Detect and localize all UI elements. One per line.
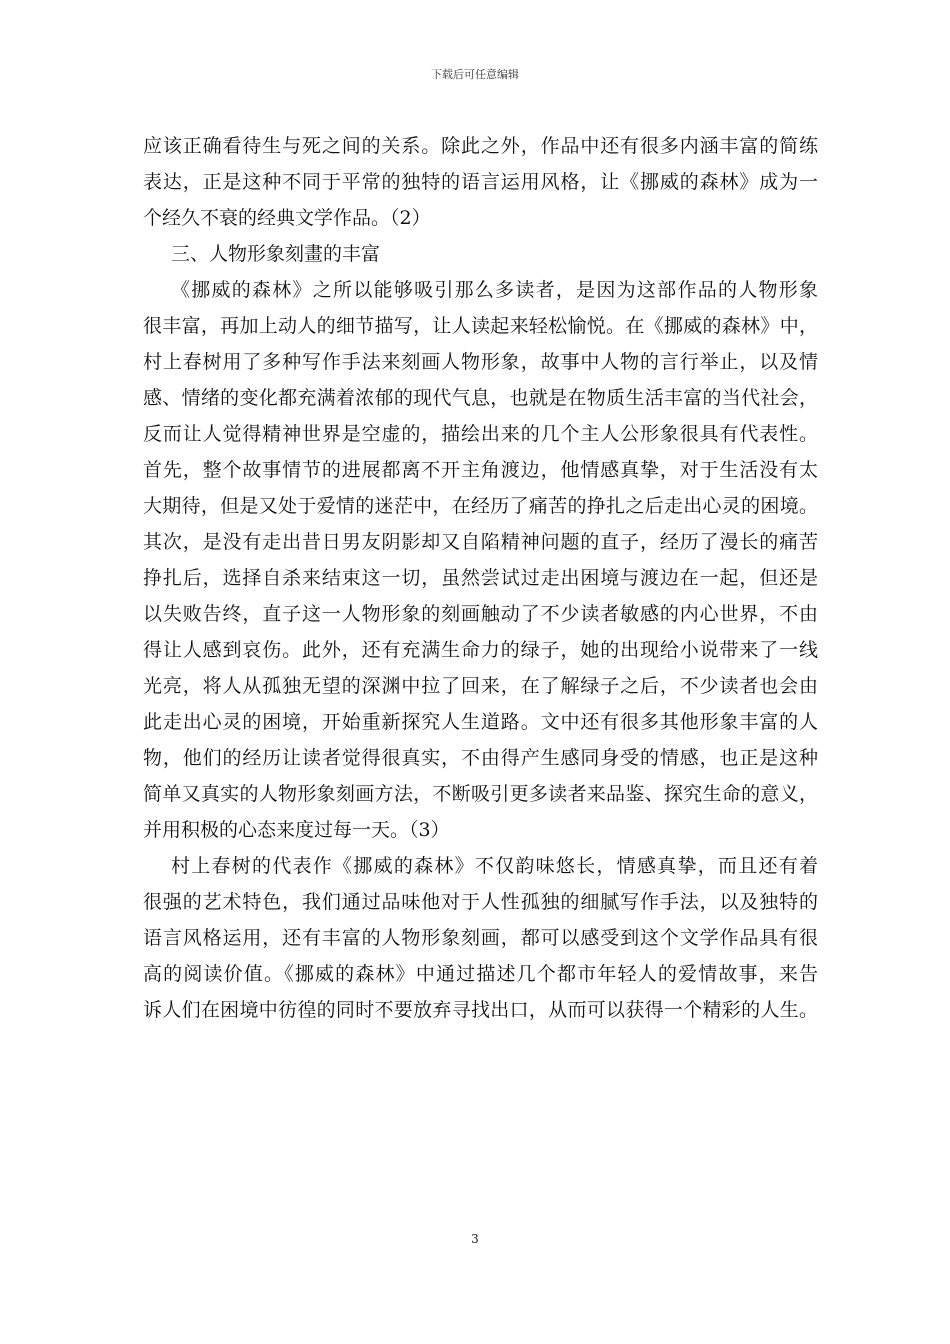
text-line: 以失败告终，直子这一人物形象的刻画触动了不少读者敏感的内心世界，不由 <box>143 603 818 625</box>
text-line: 高的阅读价值。《挪威的森林》中通过描述几个都市年轻人的爱情故事，来告 <box>143 963 818 985</box>
text-line: 村上春树的代表作《挪威的森林》不仅韵味悠长，情感真挚，而且还有着 <box>171 855 818 877</box>
text-line: 反而让人觉得精神世界是空虚的，描绘出来的几个主人公形象很具有代表性。 <box>143 423 818 445</box>
text-line: 诉人们在困境中彷徨的同时不要放弃寻找出口，从而可以获得一个精彩的人生。 <box>143 999 818 1021</box>
text-line: 挣扎后，选择自杀来结束这一切，虽然尝试过走出困境与渡边在一起，但还是 <box>143 567 818 589</box>
text-line: 应该正确看待生与死之间的关系。除此之外，作品中还有很多内涵丰富的简练 <box>143 135 818 157</box>
text-line: 村上春树用了多种写作手法来刻画人物形象，故事中人物的言行举止，以及情 <box>143 351 818 373</box>
text-line: 物，他们的经历让读者觉得很真实，不由得产生感同身受的情感，也正是这种 <box>143 747 818 769</box>
text-line: 大期待，但是又处于爱情的迷茫中，在经历了痛苦的挣扎之后走出心灵的困境。 <box>143 495 818 517</box>
text-line: 首先，整个故事情节的进展都离不开主角渡边，他情感真挚，对于生活没有太 <box>143 459 818 481</box>
text-line: 感、情绪的变化都充满着浓郁的现代气息，也就是在物质生活丰富的当代社会， <box>143 387 818 409</box>
section-heading-text: 三、人物形象刻畫的丰富 <box>171 243 381 265</box>
text-line: 表达，正是这种不同于平常的独特的语言运用风格，让《挪威的森林》成为一 <box>143 171 818 193</box>
text-line: 并用积极的心态来度过每一天。（3） <box>143 819 450 841</box>
text-line: 很丰富，再加上动人的细节描写，让人读起来轻松愉悦。在《挪威的森林》中， <box>143 315 818 337</box>
text-line: 很强的艺术特色，我们通过品味他对于人性孤独的细腻写作手法，以及独特的 <box>143 891 818 913</box>
paragraph-characters <box>143 272 818 848</box>
paragraph-conclusion <box>143 848 818 1028</box>
text-line: 此走出心灵的困境，开始重新探究人生道路。文中还有很多其他形象丰富的人 <box>143 711 818 733</box>
text-line: 语言风格运用，还有丰富的人物形象刻画，都可以感受到这个文学作品具有很 <box>143 927 818 949</box>
paragraph-continuation <box>143 128 818 236</box>
text-line: 光亮，将人从孤独无望的深渊中拉了回来，在了解绿子之后，不少读者也会由 <box>143 675 818 697</box>
document-body <box>143 128 818 1028</box>
page-header: 下载后可任意编辑 <box>431 68 519 81</box>
page-number: 3 <box>471 1232 479 1246</box>
text-line: 得让人感到哀伤。此外，还有充满生命力的绿子，她的出现给小说带来了一线 <box>143 639 818 661</box>
text-line: 简单又真实的人物形象刻画方法，不断吸引更多读者来品鉴、探究生命的意义， <box>143 783 818 805</box>
text-line: 其次，是没有走出昔日男友阴影却又自陷精神问题的直子，经历了漫长的痛苦 <box>143 531 818 553</box>
section-heading <box>143 236 818 272</box>
text-line: 《挪威的森林》之所以能够吸引那么多读者，是因为这部作品的人物形象 <box>171 279 818 301</box>
text-line: 个经久不衰的经典文学作品。（2） <box>143 207 431 229</box>
